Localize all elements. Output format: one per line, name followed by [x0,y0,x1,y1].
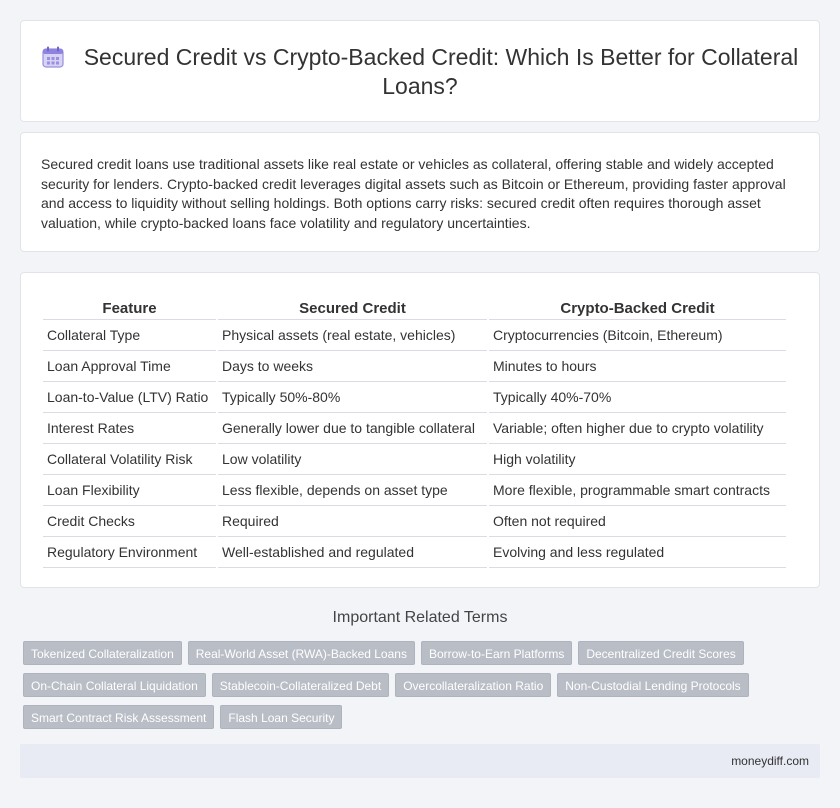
table-cell: Generally lower due to tangible collateral [217,412,488,443]
related-term-tag[interactable]: Smart Contract Risk Assessment [23,705,214,729]
table-row [43,350,786,381]
table-cell: Loan Flexibility [43,474,217,505]
related-term-tag[interactable]: On-Chain Collateral Liquidation [23,673,206,697]
table-row [43,412,786,443]
table-cell: Credit Checks [43,505,217,536]
related-term-tag[interactable]: Real-World Asset (RWA)-Backed Loans [188,641,415,665]
footer [20,744,820,778]
related-term-tag[interactable]: Stablecoin-Collateralized Debt [212,673,389,697]
table-cell: Minutes to hours [488,350,786,381]
table-cell: Days to weeks [217,350,488,381]
tag-row [23,705,803,737]
related-term-tag[interactable]: Tokenized Collateralization [23,641,182,665]
table-cell: Regulatory Environment [43,536,217,567]
table-cell: Collateral Volatility Risk [43,443,217,474]
footer-site-link[interactable]: moneydiff.com [731,754,809,768]
related-term-tag[interactable]: Decentralized Credit Scores [578,641,743,665]
header-feature: Feature [43,299,217,319]
table-cell: Often not required [488,505,786,536]
table-cell: Typically 50%-80% [217,381,488,412]
related-term-tag[interactable]: Flash Loan Security [220,705,342,729]
calendar-icon [42,46,64,68]
table-cell: Evolving and less regulated [488,536,786,567]
table-row [43,443,786,474]
intro-card [20,132,820,252]
table-cell: Well-established and regulated [217,536,488,567]
table-row [43,536,786,567]
table-row [43,505,786,536]
table-row [43,474,786,505]
related-term-tag[interactable]: Overcollateralization Ratio [395,673,551,697]
table-cell: Physical assets (real estate, vehicles) [217,319,488,350]
page-title-block [21,43,819,101]
table-cell: Less flexible, depends on asset type [217,474,488,505]
header-secured-credit: Secured Credit [217,299,488,319]
header-card [20,20,820,122]
page-title: Secured Credit vs Crypto-Backed Credit: Which Is Better for Collateral Loans? [83,44,799,99]
table-cell: Loan Approval Time [43,350,217,381]
table-cell: Required [217,505,488,536]
tag-row [23,641,803,673]
table-cell: More flexible, programmable smart contracts [488,474,786,505]
comparison-table-card [20,272,820,588]
header-crypto-backed-credit: Crypto-Backed Credit [488,299,786,319]
table-row [43,319,786,350]
related-terms-title: Important Related Terms [332,609,508,626]
table-cell: Cryptocurrencies (Bitcoin, Ethereum) [488,319,786,350]
table-cell: Low volatility [217,443,488,474]
table-cell: Variable; often higher due to crypto volatility [488,412,786,443]
table-cell: Loan-to-Value (LTV) Ratio [43,381,217,412]
intro-paragraph: Secured credit loans use traditional assets like real estate or vehicles as collateral, offering stable and widely accepted security for lenders. Crypto-backed credit leverages digital assets such as Bitcoin or Ethereum, providing faster approval and access to liquidity without selling holdings. Both options carry risks: secured credit often requires thorough asset valuation, while crypto-backed loans face volatility and regulatory uncertainties. [41,156,786,231]
related-terms-tags [23,641,803,737]
table-cell: Interest Rates [43,412,217,443]
related-term-tag[interactable]: Non-Custodial Lending Protocols [557,673,748,697]
comparison-table [43,299,786,568]
related-term-tag[interactable]: Borrow-to-Earn Platforms [421,641,572,665]
table-header-row [43,299,786,319]
table-cell: Collateral Type [43,319,217,350]
table-row [43,381,786,412]
table-cell: High volatility [488,443,786,474]
tag-row [23,673,803,705]
table-cell: Typically 40%-70% [488,381,786,412]
